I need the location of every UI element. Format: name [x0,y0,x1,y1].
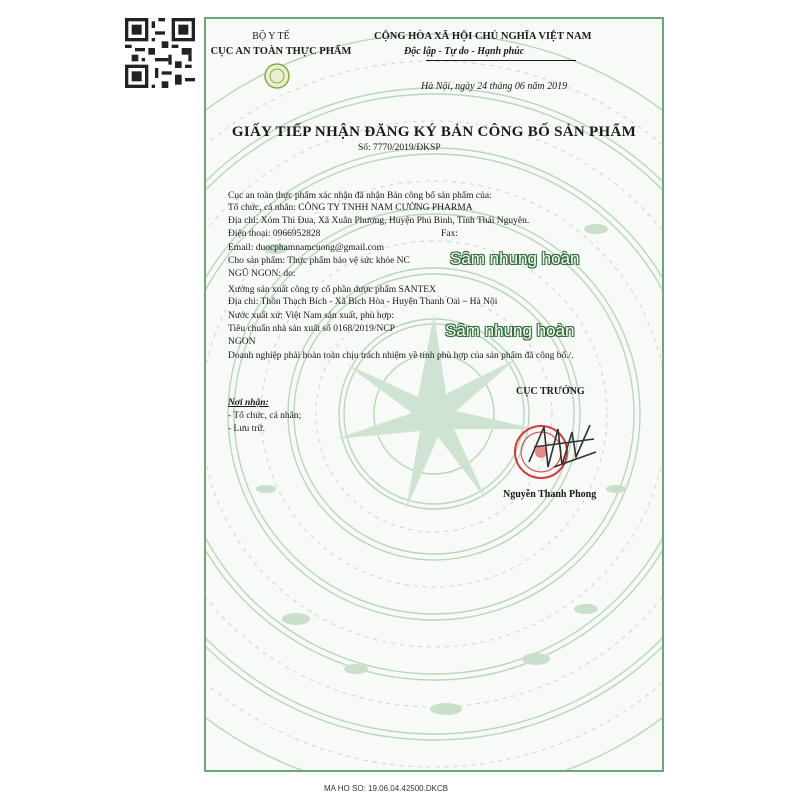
agency-name: CỤC AN TOÀN THỰC PHẨM [210,46,352,57]
intro-text: Cục an toàn thực phẩm xác nhận đã nhận Bản công bố sản phẩm của: [228,191,492,201]
responsibility-line: Doanh nghiệp phải hoàn toàn chịu trách nhiệm về tính phù hợp của sản phẩm đã công bố./. [228,351,574,361]
footer-record-code: MA HO SO: 19.06.04.42500.DKCB [324,784,449,793]
address-line: Địa chỉ: Xóm Thi Đua, Xã Xuân Phương, Huyện Phú Bình, Tỉnh Thái Nguyên. [228,216,530,226]
motto-underline [426,60,576,61]
signer-title: CỤC TRƯỞNG [516,386,585,397]
ministry-name: BỘ Y TẾ [252,31,290,42]
certificate [204,17,664,772]
product-line-1: Cho sản phẩm: Thực phẩm bảo vệ sức khỏe NC [228,256,410,266]
republic-heading: CỘNG HÒA XÃ HỘI CHỦ NGHĨA VIỆT NAM [374,31,592,42]
recipient-item: - Lưu trữ. [228,424,265,434]
recipient-item: - Tổ chức, cá nhân; [228,411,302,421]
email-line: Email: duocphamnamcuong@gmail.com [228,243,384,253]
standard-line-1: Tiêu chuẩn nhà sản xuất số 0168/2019/NCP [228,324,395,334]
national-motto: Độc lập - Tự do - Hạnh phúc [404,46,525,57]
product-name-overlay-2: Sâm nhung hoàn [445,321,575,340]
agency-logo-icon [264,63,290,89]
manufacturer-line: Xưởng sản xuất công ty cổ phần dược phẩm SANTEX [228,285,436,295]
document-number: Số: 7770/2019/ĐKSP [358,143,441,153]
document-title: GIẤY TIẾP NHẬN ĐĂNG KÝ BẢN CÔNG BỐ SẢN PHẨM [231,124,637,140]
origin-line: Nước xuất xứ: Việt Nam sản xuất, phù hợp: [228,311,395,321]
signature-scribble-icon [524,417,604,477]
standard-line-2: NGON [228,337,256,347]
fax-line: Fax: [441,229,458,239]
recipients-label: Nơi nhận: [228,398,269,408]
qr-code [125,18,195,88]
phone-line: Điện thoại: 0966952828 [228,229,321,239]
product-name-overlay-1: Sâm nhung hoàn [450,249,580,268]
organization-line: Tổ chức, cá nhân: CÔNG TY TNHH NAM CƯỜNG PHARMA [228,203,473,213]
issue-date: Hà Nội, ngày 24 tháng 06 năm 2019 [421,81,568,92]
product-line-2: NGŨ NGON: do: [228,269,296,279]
signer-name: Nguyễn Thanh Phong [503,489,597,500]
manufacturer-address-line: Địa chỉ: Thôn Thạch Bích - Xã Bích Hòa - Huyện Thanh Oai – Hà Nội [228,297,498,307]
